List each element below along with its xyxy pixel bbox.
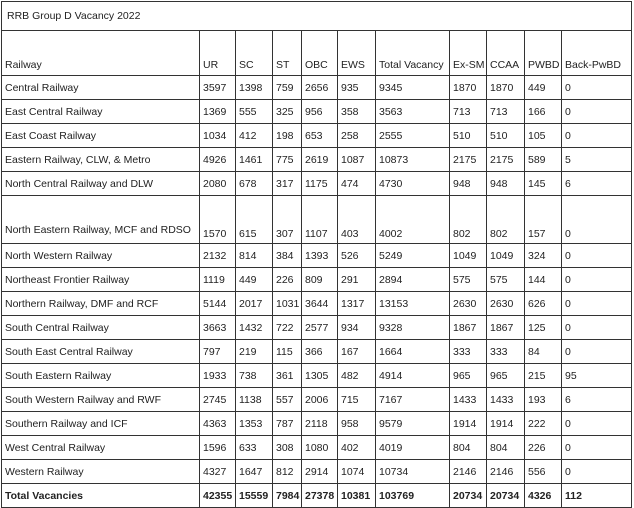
cell-ews: 403 xyxy=(338,196,376,244)
cell-ews: 526 xyxy=(338,244,376,268)
cell-ews: 1074 xyxy=(338,460,376,484)
cell-total-vacancy: 5249 xyxy=(376,244,450,268)
cell-st: 759 xyxy=(273,76,302,100)
cell-ccaa: 804 xyxy=(487,436,525,460)
cell-st: 557 xyxy=(273,388,302,412)
cell-st: 722 xyxy=(273,316,302,340)
cell-total-vacancy: 4730 xyxy=(376,172,450,196)
cell-st: 307 xyxy=(273,196,302,244)
cell-sc: 1647 xyxy=(236,460,273,484)
cell-total-vacancy: 9328 xyxy=(376,316,450,340)
cell-ex-sm: 510 xyxy=(450,124,487,148)
cell-obc: 653 xyxy=(302,124,338,148)
table-row xyxy=(2,436,632,460)
table-body xyxy=(2,2,632,508)
railway-name-cell: South Central Railway xyxy=(2,316,200,340)
total-st: 7984 xyxy=(273,484,302,508)
cell-total-vacancy: 4019 xyxy=(376,436,450,460)
title-row xyxy=(2,2,632,31)
cell-pwbd: 166 xyxy=(525,100,562,124)
cell-ex-sm: 2630 xyxy=(450,292,487,316)
cell-ex-sm: 713 xyxy=(450,100,487,124)
cell-sc: 219 xyxy=(236,340,273,364)
cell-obc: 2619 xyxy=(302,148,338,172)
cell-sc: 1432 xyxy=(236,316,273,340)
column-header-ex-sm: Ex-SM xyxy=(450,31,487,76)
cell-obc: 956 xyxy=(302,100,338,124)
cell-st: 226 xyxy=(273,268,302,292)
total-back-pwbd: 112 xyxy=(562,484,632,508)
cell-ccaa: 510 xyxy=(487,124,525,148)
cell-ur: 1369 xyxy=(200,100,236,124)
railway-name-cell: Northern Railway, DMF and RCF xyxy=(2,292,200,316)
total-row xyxy=(2,484,632,508)
total-pwbd: 4326 xyxy=(525,484,562,508)
table-row xyxy=(2,364,632,388)
cell-ccaa: 1867 xyxy=(487,316,525,340)
cell-st: 361 xyxy=(273,364,302,388)
cell-sc: 1461 xyxy=(236,148,273,172)
cell-back-pwbd: 0 xyxy=(562,292,632,316)
cell-ccaa: 1049 xyxy=(487,244,525,268)
cell-ccaa: 2146 xyxy=(487,460,525,484)
cell-ur: 5144 xyxy=(200,292,236,316)
cell-ur: 1119 xyxy=(200,268,236,292)
cell-pwbd: 144 xyxy=(525,268,562,292)
cell-pwbd: 215 xyxy=(525,364,562,388)
cell-ex-sm: 802 xyxy=(450,196,487,244)
column-header-sc: SC xyxy=(236,31,273,76)
cell-obc: 2914 xyxy=(302,460,338,484)
cell-ex-sm: 1049 xyxy=(450,244,487,268)
table-title: RRB Group D Vacancy 2022 xyxy=(2,2,632,31)
header-row xyxy=(2,31,632,76)
cell-ur: 4327 xyxy=(200,460,236,484)
railway-name-cell: Northeast Frontier Railway xyxy=(2,268,200,292)
cell-ccaa: 333 xyxy=(487,340,525,364)
table-row xyxy=(2,268,632,292)
total-sc: 15559 xyxy=(236,484,273,508)
table-row xyxy=(2,100,632,124)
table-row xyxy=(2,196,632,244)
cell-obc: 1107 xyxy=(302,196,338,244)
cell-ews: 291 xyxy=(338,268,376,292)
railway-name-cell: West Central Railway xyxy=(2,436,200,460)
table-row xyxy=(2,292,632,316)
cell-sc: 738 xyxy=(236,364,273,388)
cell-back-pwbd: 0 xyxy=(562,196,632,244)
cell-st: 775 xyxy=(273,148,302,172)
total-obc: 27378 xyxy=(302,484,338,508)
cell-total-vacancy: 4914 xyxy=(376,364,450,388)
cell-st: 317 xyxy=(273,172,302,196)
cell-back-pwbd: 6 xyxy=(562,388,632,412)
cell-back-pwbd: 0 xyxy=(562,100,632,124)
total-label-cell: Total Vacancies xyxy=(2,484,200,508)
cell-st: 812 xyxy=(273,460,302,484)
cell-ur: 3663 xyxy=(200,316,236,340)
cell-st: 384 xyxy=(273,244,302,268)
railway-name-cell: North Central Railway and DLW xyxy=(2,172,200,196)
cell-st: 325 xyxy=(273,100,302,124)
cell-ews: 167 xyxy=(338,340,376,364)
cell-ur: 1596 xyxy=(200,436,236,460)
cell-back-pwbd: 0 xyxy=(562,268,632,292)
table-row xyxy=(2,316,632,340)
cell-sc: 814 xyxy=(236,244,273,268)
cell-obc: 1305 xyxy=(302,364,338,388)
cell-ur: 4926 xyxy=(200,148,236,172)
cell-ccaa: 802 xyxy=(487,196,525,244)
cell-sc: 555 xyxy=(236,100,273,124)
cell-back-pwbd: 0 xyxy=(562,436,632,460)
cell-ews: 474 xyxy=(338,172,376,196)
table-row xyxy=(2,460,632,484)
table-row xyxy=(2,244,632,268)
cell-ews: 482 xyxy=(338,364,376,388)
cell-total-vacancy: 1664 xyxy=(376,340,450,364)
cell-pwbd: 324 xyxy=(525,244,562,268)
column-header-ccaa: CCAA xyxy=(487,31,525,76)
table-row xyxy=(2,76,632,100)
railway-name-cell: Southern Railway and ICF xyxy=(2,412,200,436)
cell-back-pwbd: 0 xyxy=(562,76,632,100)
cell-total-vacancy: 13153 xyxy=(376,292,450,316)
total-ur: 42355 xyxy=(200,484,236,508)
cell-back-pwbd: 0 xyxy=(562,412,632,436)
cell-st: 1031 xyxy=(273,292,302,316)
cell-pwbd: 589 xyxy=(525,148,562,172)
railway-name-cell: Eastern Railway, CLW, & Metro xyxy=(2,148,200,172)
cell-sc: 449 xyxy=(236,268,273,292)
cell-pwbd: 125 xyxy=(525,316,562,340)
cell-st: 787 xyxy=(273,412,302,436)
cell-total-vacancy: 9579 xyxy=(376,412,450,436)
cell-ews: 402 xyxy=(338,436,376,460)
cell-back-pwbd: 0 xyxy=(562,244,632,268)
cell-obc: 1175 xyxy=(302,172,338,196)
cell-obc: 3644 xyxy=(302,292,338,316)
cell-sc: 1353 xyxy=(236,412,273,436)
cell-ews: 958 xyxy=(338,412,376,436)
cell-obc: 366 xyxy=(302,340,338,364)
cell-sc: 2017 xyxy=(236,292,273,316)
cell-obc: 809 xyxy=(302,268,338,292)
cell-back-pwbd: 5 xyxy=(562,148,632,172)
cell-back-pwbd: 95 xyxy=(562,364,632,388)
cell-pwbd: 626 xyxy=(525,292,562,316)
column-header-ur: UR xyxy=(200,31,236,76)
total-ccaa: 20734 xyxy=(487,484,525,508)
cell-ex-sm: 575 xyxy=(450,268,487,292)
cell-sc: 1138 xyxy=(236,388,273,412)
railway-name-cell: South East Central Railway xyxy=(2,340,200,364)
cell-ccaa: 1433 xyxy=(487,388,525,412)
cell-ex-sm: 2175 xyxy=(450,148,487,172)
cell-ccaa: 1914 xyxy=(487,412,525,436)
railway-name-cell: North Western Railway xyxy=(2,244,200,268)
cell-ex-sm: 948 xyxy=(450,172,487,196)
cell-st: 198 xyxy=(273,124,302,148)
cell-pwbd: 193 xyxy=(525,388,562,412)
cell-pwbd: 105 xyxy=(525,124,562,148)
cell-ews: 715 xyxy=(338,388,376,412)
column-header-obc: OBC xyxy=(302,31,338,76)
cell-total-vacancy: 3563 xyxy=(376,100,450,124)
cell-pwbd: 222 xyxy=(525,412,562,436)
cell-ex-sm: 965 xyxy=(450,364,487,388)
cell-ex-sm: 1433 xyxy=(450,388,487,412)
cell-ews: 1087 xyxy=(338,148,376,172)
table-row xyxy=(2,388,632,412)
cell-ccaa: 965 xyxy=(487,364,525,388)
cell-ur: 797 xyxy=(200,340,236,364)
cell-ex-sm: 333 xyxy=(450,340,487,364)
cell-sc: 1398 xyxy=(236,76,273,100)
cell-pwbd: 145 xyxy=(525,172,562,196)
cell-ur: 1933 xyxy=(200,364,236,388)
cell-back-pwbd: 0 xyxy=(562,316,632,340)
cell-obc: 1080 xyxy=(302,436,338,460)
cell-st: 308 xyxy=(273,436,302,460)
cell-sc: 633 xyxy=(236,436,273,460)
cell-ex-sm: 1914 xyxy=(450,412,487,436)
vacancy-table-container xyxy=(1,1,631,508)
cell-ex-sm: 2146 xyxy=(450,460,487,484)
column-header-total-vacancy: Total Vacancy xyxy=(376,31,450,76)
cell-back-pwbd: 0 xyxy=(562,460,632,484)
cell-obc: 1393 xyxy=(302,244,338,268)
cell-total-vacancy: 4002 xyxy=(376,196,450,244)
cell-back-pwbd: 6 xyxy=(562,172,632,196)
railway-name-cell: North Eastern Railway, MCF and RDSO xyxy=(2,196,200,244)
railway-name-cell: East Coast Railway xyxy=(2,124,200,148)
cell-total-vacancy: 2894 xyxy=(376,268,450,292)
table-row xyxy=(2,148,632,172)
cell-sc: 678 xyxy=(236,172,273,196)
table-row xyxy=(2,124,632,148)
cell-total-vacancy: 10734 xyxy=(376,460,450,484)
cell-sc: 615 xyxy=(236,196,273,244)
cell-pwbd: 84 xyxy=(525,340,562,364)
cell-ur: 2080 xyxy=(200,172,236,196)
cell-obc: 2118 xyxy=(302,412,338,436)
column-header-railway: Railway xyxy=(2,31,200,76)
cell-ex-sm: 1870 xyxy=(450,76,487,100)
table-row xyxy=(2,412,632,436)
cell-ex-sm: 1867 xyxy=(450,316,487,340)
total-total-vacancy: 103769 xyxy=(376,484,450,508)
cell-total-vacancy: 2555 xyxy=(376,124,450,148)
cell-ews: 935 xyxy=(338,76,376,100)
cell-ccaa: 1870 xyxy=(487,76,525,100)
vacancy-table xyxy=(1,1,632,508)
cell-back-pwbd: 0 xyxy=(562,340,632,364)
cell-ur: 2745 xyxy=(200,388,236,412)
cell-ccaa: 575 xyxy=(487,268,525,292)
column-header-back-pwbd: Back-PwBD xyxy=(562,31,632,76)
cell-total-vacancy: 10873 xyxy=(376,148,450,172)
cell-total-vacancy: 7167 xyxy=(376,388,450,412)
cell-ews: 1317 xyxy=(338,292,376,316)
cell-total-vacancy: 9345 xyxy=(376,76,450,100)
railway-name-cell: South Western Railway and RWF xyxy=(2,388,200,412)
column-header-st: ST xyxy=(273,31,302,76)
railway-name-cell: Western Railway xyxy=(2,460,200,484)
column-header-ews: EWS xyxy=(338,31,376,76)
cell-ur: 1034 xyxy=(200,124,236,148)
cell-ccaa: 2630 xyxy=(487,292,525,316)
cell-obc: 2656 xyxy=(302,76,338,100)
cell-obc: 2006 xyxy=(302,388,338,412)
cell-ccaa: 948 xyxy=(487,172,525,196)
cell-pwbd: 157 xyxy=(525,196,562,244)
total-ews: 10381 xyxy=(338,484,376,508)
cell-pwbd: 226 xyxy=(525,436,562,460)
column-header-pwbd: PWBD xyxy=(525,31,562,76)
cell-ur: 2132 xyxy=(200,244,236,268)
table-row xyxy=(2,340,632,364)
cell-ews: 358 xyxy=(338,100,376,124)
cell-ccaa: 2175 xyxy=(487,148,525,172)
cell-ccaa: 713 xyxy=(487,100,525,124)
cell-ex-sm: 804 xyxy=(450,436,487,460)
cell-ur: 1570 xyxy=(200,196,236,244)
cell-obc: 2577 xyxy=(302,316,338,340)
cell-st: 115 xyxy=(273,340,302,364)
cell-ur: 4363 xyxy=(200,412,236,436)
table-row xyxy=(2,172,632,196)
total-ex-sm: 20734 xyxy=(450,484,487,508)
cell-ur: 3597 xyxy=(200,76,236,100)
cell-ews: 258 xyxy=(338,124,376,148)
cell-pwbd: 449 xyxy=(525,76,562,100)
railway-name-cell: Central Railway xyxy=(2,76,200,100)
cell-pwbd: 556 xyxy=(525,460,562,484)
cell-back-pwbd: 0 xyxy=(562,124,632,148)
cell-ews: 934 xyxy=(338,316,376,340)
railway-name-cell: South Eastern Railway xyxy=(2,364,200,388)
railway-name-cell: East Central Railway xyxy=(2,100,200,124)
cell-sc: 412 xyxy=(236,124,273,148)
